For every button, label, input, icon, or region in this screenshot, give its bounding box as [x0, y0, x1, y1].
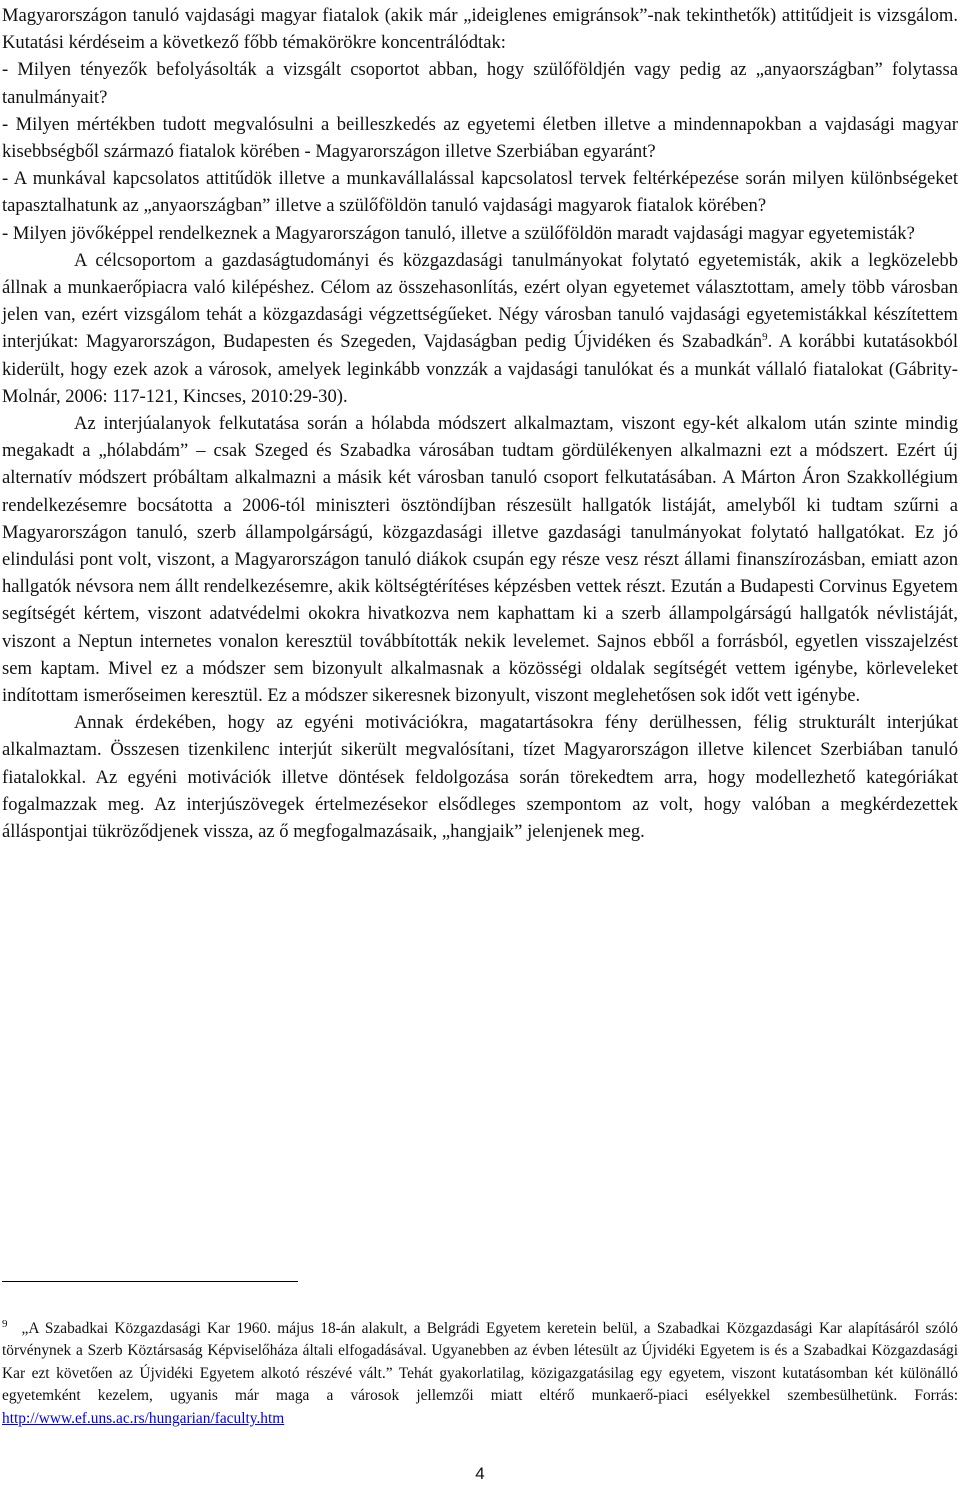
footnote-source-link[interactable]: http://www.ef.uns.ac.rs/hungarian/faculty.htm	[2, 1409, 285, 1427]
intro-paragraph: Magyarországon tanuló vajdasági magyar fiatalok (akik már „ideiglenes emigránsok”-nak tekinthetők) attitűdjeit is vizsgálom. Kutatási kérdéseim a következő főbb témakörökre koncentrálódtak:	[2, 5, 958, 54]
main-text	[2, 2, 958, 845]
research-question-2: - Milyen mértékben tudott megvalósulni a beilleszkedés az egyetemi életben illetve a mindennapokban a vajdasági magyar kisebbségből származó fiatalok körében - Magyarországon illetve Szerbiában egyaránt?	[2, 113, 958, 163]
footnote-text: „A Szabadkai Közgazdasági Kar 1960. május 18-án alakult, a Belgrádi Egyetem keretein belül, a Szabadkai Közgazdasági Kar alapításáról szóló törvénynek a Szerb Köztársaság Képviselőháza általi elfogadásával. Ugyanebben az évben létesült az Újvidéki Egyetem is és a Szabadkai Közgazdasági Kar ezt követően az Újvidéki Egyetem alkotó részévé vált.” Tehát gyakorlatilag, közigazgatásilag egy egyetem, viszont kutatásomban két különálló egyetemként kezelem, ugyanis már maga a városok jellemzői miatt eltérő munkaerő-piaci esélyekkel szembesülhetünk. Forrás:	[2, 1320, 958, 1405]
footnote	[2, 1318, 958, 1430]
method-paragraph: Az interjúalanyok felkutatása során a hólabda módszert alkalmaztam, viszont egy-két alkalom után szinte mindig megakadt a „hólabdám” – csak Szeged és Szabadka városában tudtam gördülékenyen alkalmazni ezt a módszert. Ezért új alternatív módszert próbáltam alkalmazni a másik két városban tanuló csoport felkutatásában. A Márton Áron Szakkollégium rendelkezésemre bocsátotta a 2006-tól miniszteri ösztöndíjban részesült hallgatók listáját, amelyből ki tudtam szűrni a Magyarországon tanuló, szerb állampolgárságú, közgazdasági illetve gazdasági tanulmányokat folytató hallgatókat. Ez jó elindulási pont volt, viszont, a Magyarországon tanuló diákok csupán egy része vesz részt állami finanszírozásban, emiatt azon hallgatók névsora nem állt rendelkezésemre, akik költségtérítéses képzésben vettek részt. Ezután a Budapesti Corvinus Egyetem segítségét kértem, viszont adatvédelmi okokra hivatkozva nem kaphattam ki a szerb állampolgárságú hallgatók névlistáját, viszont a Neptun internetes vonalon keresztül továbbították nekik levelemet. Sajnos ebből a forrásból, egyetlen visszajelzést sem kaptam. Mivel ez a módszer sem bizonyult alkalmasnak a közösségi oldalak segítségét vettem igénybe, körleveleket indítottam ismerőseimen keresztül. Ez a módszer sikeresnek bizonyult, viszont meglehetősen sok időt vett igénybe.	[2, 413, 958, 707]
target-group-paragraph	[2, 247, 958, 410]
footnote-separator	[2, 1281, 298, 1282]
research-question-1: - Milyen tényezők befolyásolták a vizsgált csoportot abban, hogy szülőföldjén vagy pedig az „anyaországban” folytassa tanulmányait?	[2, 59, 958, 108]
footnote-paragraph	[2, 1318, 958, 1430]
footnote-reference[interactable]: 9	[762, 331, 768, 344]
target-group-text: A célcsoportom a gazdaságtudományi és közgazdasági tanulmányokat folytató egyetemisták, akik a legközelebb állnak a munkaerőpiacra való kilépéshez. Célom az összehasonlítás, ezért olyan egyetemet választottam, amely több városban jelen van, ezért vizsgálom tehát a közgazdasági végzettségűeket. Négy városban tanuló vajdasági egyetemistákkal készítettem interjúkat: Magyarországon, Budapesten és Szegeden, Vajdaságban pedig Újvidéken és Szabadkán	[2, 249, 958, 353]
research-question-4: - Milyen jövőképpel rendelkeznek a Magyarországon tanuló, illetve a szülőföldön maradt vajdasági magyar egyetemisták?	[2, 222, 915, 244]
page-number: 4	[475, 1464, 485, 1483]
research-question-3: - A munkával kapcsolatos attitűdök illetve a munkavállalással kapcsolatosl tervek feltérképezése során milyen különbségeket tapasztalhatunk az „anyaországban” illetve a szülőföldön tanuló vajdasági magyarok fiatalok körében?	[2, 168, 958, 217]
interview-paragraph: Annak érdekében, hogy az egyéni motivációkra, magatartásokra fény derülhessen, félig strukturált interjúkat alkalmaztam. Összesen tizenkilenc interjút sikerült megvalósítani, tízet Magyarországon illetve kilencet Szerbiában tanuló fiatalokkal. Az egyéni motivációk illetve döntések feldolgozása során törekedtem arra, hogy modellezhető kategóriákat fogalmazzak meg. Az interjúszövegek értelmezésekor elsődleges szempontom az volt, hogy valóban a megkérdezettek álláspontjai tükröződjenek vissza, az ő megfogalmazásaik, „hangjaik” jelenjenek meg.	[2, 712, 958, 843]
footnote-number: 9	[2, 1317, 8, 1330]
target-group-text-cont: . A korábbi kutatásokból kiderült, hogy ezek azok a városok, amelyek leginkább vonzzák a vajdasági tanulókat és a munkát vállaló fiatalokat (Gábrity-Molnár, 2006: 117-121, Kincses, 2010:29-30).	[2, 331, 958, 407]
